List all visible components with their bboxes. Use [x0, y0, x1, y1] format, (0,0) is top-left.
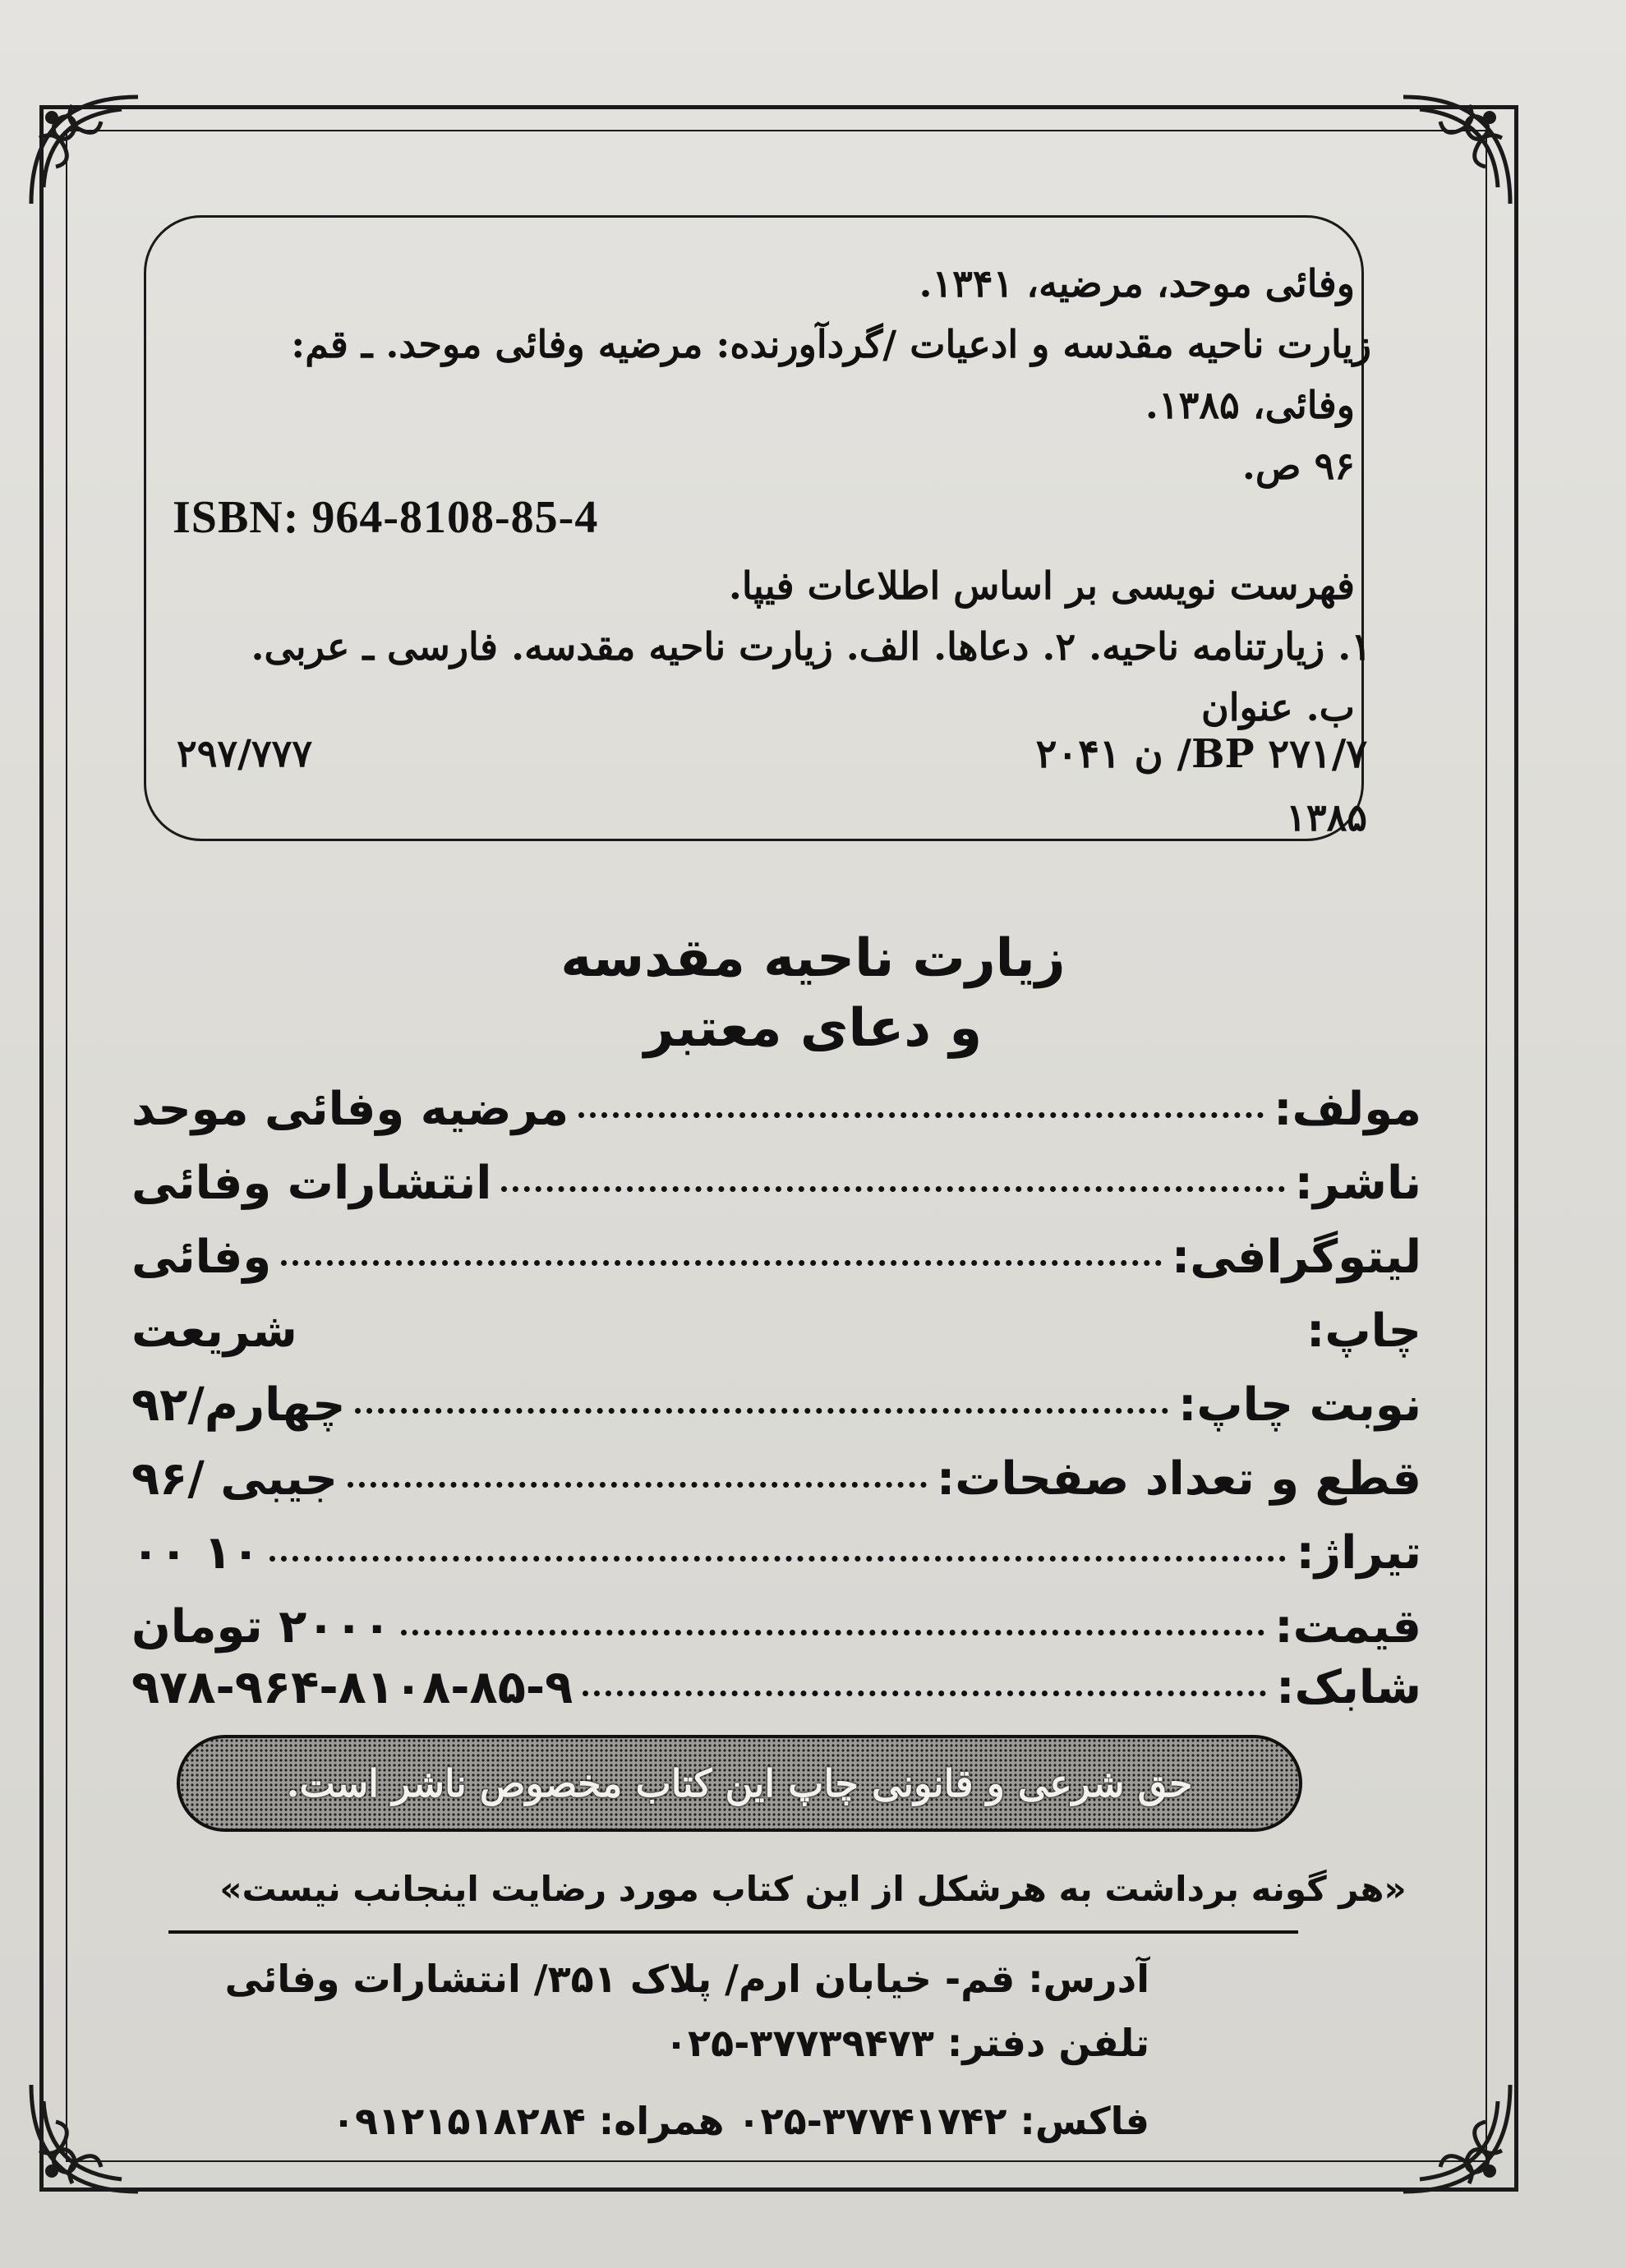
catalog-subjects: ۱. زیارتنامه ناحیه. ۲. دعاها. الف. زیارت ناحیه مقدسه. فارسی ـ عربی. — [251, 624, 1371, 669]
info-label: نوبت چاپ: — [1178, 1378, 1421, 1432]
catalog-title-entry: ب. عنوان — [1201, 685, 1355, 729]
author-notice: «هر گونه برداشت به هرشکل از این کتاب مورد رضایت اینجانب نیست» — [219, 1869, 1407, 1909]
catalog-author-line: وفائی موحد، مرضیه، ۱۳۴۱. — [919, 261, 1355, 306]
dot-leader — [578, 1112, 1264, 1118]
info-row-printing — [131, 1304, 1421, 1370]
dot-leader — [355, 1408, 1168, 1414]
info-value: مرضیه وفائی موحد — [131, 1083, 569, 1136]
info-value: انتشارات وفائی — [131, 1157, 492, 1210]
info-label: ناشر: — [1294, 1157, 1421, 1210]
fax-mobile: فاکس: ۳۷۷۴۱۷۴۲-۰۲۵ همراه: ۰۹۱۲۱۵۱۸۲۸۴ — [331, 2099, 1149, 2143]
info-value: شریعت — [131, 1304, 297, 1358]
info-row-price — [131, 1600, 1421, 1666]
info-value: وفائی — [131, 1231, 272, 1284]
info-label: تیراژ: — [1296, 1526, 1421, 1580]
info-row-publisher — [131, 1157, 1421, 1222]
info-row-isbn — [131, 1661, 1421, 1727]
catalog-call-number: BP ۲۷۱/۷/ ن ۲۰۴۱ — [1035, 731, 1367, 777]
dot-leader — [583, 1691, 1266, 1696]
corner-ornament-icon — [1395, 2077, 1518, 2200]
corner-ornament-icon — [1395, 89, 1518, 212]
info-label: مولف: — [1274, 1083, 1421, 1136]
catalog-class-number: ۲۹۷/۷۷۷ — [177, 731, 313, 775]
divider — [168, 1930, 1298, 1934]
info-value: چهارم/۹۲ — [131, 1378, 346, 1432]
dot-leader — [348, 1482, 927, 1488]
catalog-publisher-line: وفائی، ۱۳۸۵. — [1145, 383, 1355, 427]
info-value: ۲۰۰۰ تومان — [131, 1600, 391, 1654]
dot-leader — [307, 1334, 1297, 1340]
info-label: قطع و تعداد صفحات: — [936, 1452, 1421, 1506]
dot-leader — [401, 1630, 1264, 1635]
info-row-circulation — [131, 1526, 1421, 1592]
rights-banner — [177, 1735, 1302, 1832]
office-phone: تلفن دفتر: ۳۷۷۳۹۴۷۳-۰۲۵ — [664, 2021, 1149, 2065]
corner-ornament-icon — [23, 2077, 146, 2200]
book-title: زیارت ناحیه مقدسه — [560, 928, 1066, 989]
info-row-author — [131, 1083, 1421, 1148]
book-subtitle: و دعای معتبر — [643, 998, 983, 1059]
dot-leader — [501, 1186, 1284, 1192]
corner-ornament-icon — [23, 89, 146, 212]
info-value: ۱۰ ۰۰ — [131, 1526, 260, 1580]
info-row-edition — [131, 1378, 1421, 1444]
info-label: چاپ: — [1306, 1304, 1421, 1358]
catalog-pages-line: ۹۶ ص. — [1241, 444, 1355, 488]
info-label: شابک: — [1276, 1661, 1421, 1714]
address-line: آدرس: قم- خیابان ارم/ پلاک ۳۵۱/ انتشارات وفائی — [224, 1957, 1149, 2001]
catalog-title-line: زیارت ناحیه مقدسه و ادعیات /گردآورنده: مرضیه وفائی موحد. ـ قم: — [291, 322, 1371, 366]
rights-banner-text: حق شرعی و قانونی چاپ این کتاب مخصوص ناشر است. — [286, 1761, 1193, 1806]
info-value: جیبی /۹۶ — [131, 1452, 339, 1506]
dot-leader — [281, 1260, 1162, 1266]
info-value: ۹۷۸-۹۶۴-۸۱۰۸-۸۵-۹ — [131, 1661, 573, 1714]
info-label: قیمت: — [1274, 1600, 1421, 1654]
dot-leader — [269, 1556, 1286, 1562]
info-label: لیتوگرافی: — [1171, 1231, 1421, 1284]
catalog-call-year: ۱۳۸۵ — [1286, 795, 1367, 840]
catalog-isbn: ISBN: 964-8108-85-4 — [173, 492, 599, 543]
info-row-lithography — [131, 1231, 1421, 1296]
catalog-fipa-note: فهرست نویسی بر اساس اطلاعات فیپا. — [728, 564, 1355, 608]
info-row-format-pages — [131, 1452, 1421, 1518]
